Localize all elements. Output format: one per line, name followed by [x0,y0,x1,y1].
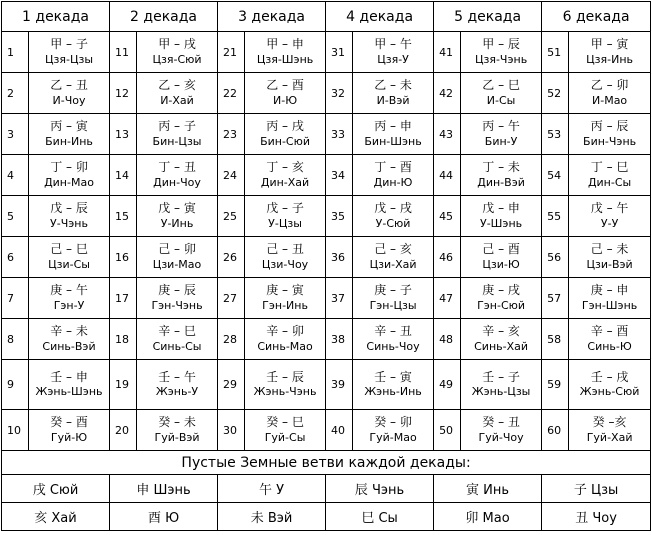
stem-branch-cell [569,73,651,114]
cycle-number: 39 [326,360,353,410]
hieroglyph-pair: 癸 – 丑 [482,415,520,430]
stem-branch-cell [569,237,651,278]
cycle-number: 60 [542,410,569,451]
cycle-number: 33 [326,114,353,155]
stem-branch-cell [353,319,434,360]
hieroglyph-pair: 壬 – 午 [158,369,196,384]
empty-branch-cell: 巳 Сы [326,503,434,531]
stem-branch-cell [461,114,542,155]
cycle-number: 29 [218,360,245,410]
pinyin-name: Дин-Хай [260,175,310,189]
hieroglyph-pair: 乙 – 亥 [158,78,196,93]
stem-branch-cell [29,360,110,410]
hieroglyph-pair: 甲 – 寅 [590,37,629,52]
empty-branches-title: Пустые Земные ветви каждой декады: [2,451,651,475]
stem-branch-cell [461,410,542,451]
hieroglyph-pair: 丙 – 午 [482,119,520,134]
cycle-number: 40 [326,410,353,451]
cycle-number: 21 [218,32,245,73]
pinyin-name: У-У [600,216,619,230]
cycle-row [2,278,651,319]
cycle-number: 37 [326,278,353,319]
pinyin-name: Бин-Чэнь [583,134,637,148]
stem-branch-cell [245,155,326,196]
decade-header: 1 декада [2,2,110,32]
cycle-number: 18 [110,319,137,360]
cycle-number: 12 [110,73,137,114]
stem-branch-cell [569,319,651,360]
pinyin-name: Гуй-Вэй [154,430,200,444]
pinyin-name: Дин-Мао [44,175,94,189]
hieroglyph-pair: 辛 – 亥 [482,324,520,339]
pinyin-name: Дин-Сы [587,175,632,189]
cycle-number: 47 [434,278,461,319]
hieroglyph-pair: 戊 – 子 [266,201,304,216]
stem-branch-cell [29,155,110,196]
empty-branch-cell: 戌 Сюй [2,475,110,503]
stem-branch-cell [353,32,434,73]
pinyin-name: Гуй-Мао [369,430,417,444]
pinyin-name: Гэн-Цзы [369,298,417,312]
stem-branch-cell [569,114,651,155]
hieroglyph-pair: 丁 – 未 [482,160,520,175]
pinyin-name: Цзи-Вэй [586,257,633,271]
hieroglyph-pair: 丙 – 寅 [50,119,88,134]
hieroglyph-pair: 辛 – 卯 [266,324,304,339]
cycle-number: 45 [434,196,461,237]
stem-branch-cell [569,32,651,73]
hieroglyph-pair: 丁 – 酉 [374,160,412,175]
pinyin-name: Жэнь-Чэнь [253,385,317,399]
stem-branch-cell [137,410,218,451]
cycle-number: 42 [434,73,461,114]
empty-branch-cell: 申 Шэнь [110,475,218,503]
pinyin-name: Жэнь-Сюй [579,385,640,399]
empty-branch-cell: 丑 Чоу [542,503,651,531]
cycle-number: 8 [2,319,29,360]
hieroglyph-pair: 乙 – 酉 [266,78,304,93]
stem-branch-cell [569,196,651,237]
decade-header: 6 декада [542,2,651,32]
pinyin-name: Цзя-Инь [586,52,634,66]
cycle-number: 30 [218,410,245,451]
empty-branch-cell: 午 У [218,475,326,503]
cycle-number: 56 [542,237,569,278]
cycle-number: 10 [2,410,29,451]
decade-header: 5 декада [434,2,542,32]
cycle-number: 34 [326,155,353,196]
pinyin-name: Цзи-Ю [482,257,520,271]
decade-header: 2 декада [110,2,218,32]
cycle-number: 17 [110,278,137,319]
hieroglyph-pair: 癸 –亥 [592,415,627,430]
cycle-row [2,196,651,237]
cycle-number: 24 [218,155,245,196]
cycle-number: 57 [542,278,569,319]
stem-branch-cell [245,278,326,319]
stem-branch-cell [461,73,542,114]
hieroglyph-pair: 丁 – 丑 [158,160,196,175]
pinyin-name: Гэн-Инь [262,298,308,312]
stem-branch-cell [461,360,542,410]
hieroglyph-pair: 庚 – 午 [50,283,88,298]
stem-branch-cell [569,278,651,319]
stem-branch-cell [353,155,434,196]
cycle-number: 55 [542,196,569,237]
stem-branch-cell [137,278,218,319]
empty-branch-cell: 未 Вэй [218,503,326,531]
hieroglyph-pair: 己 – 未 [590,242,629,257]
pinyin-name: И-Вэй [376,93,410,107]
cycle-number: 15 [110,196,137,237]
cycle-number: 28 [218,319,245,360]
pinyin-name: Цзи-Хай [369,257,417,271]
cycle-number: 46 [434,237,461,278]
cycle-number: 25 [218,196,245,237]
pinyin-name: У-Цзы [268,216,302,230]
hieroglyph-pair: 辛 – 巳 [158,324,196,339]
cycle-number: 23 [218,114,245,155]
hieroglyph-pair: 辛 – 未 [50,324,88,339]
hieroglyph-pair: 庚 – 申 [590,283,629,298]
hieroglyph-pair: 己 – 卯 [158,242,196,257]
hieroglyph-pair: 己 – 巳 [50,242,88,257]
pinyin-name: И-Сы [486,93,516,107]
cycle-number: 9 [2,360,29,410]
hieroglyph-pair: 甲 – 戌 [158,37,196,52]
hieroglyph-pair: 辛 – 酉 [590,324,629,339]
cycle-number: 49 [434,360,461,410]
pinyin-name: Синь-Хай [474,339,529,353]
cycle-number: 7 [2,278,29,319]
pinyin-name: Цзя-Чэнь [474,52,528,66]
pinyin-name: Бин-Цзы [152,134,202,148]
stem-branch-cell [29,114,110,155]
pinyin-name: Дин-Ю [373,175,413,189]
pinyin-name: Цзи-Мао [152,257,202,271]
cycle-number: 44 [434,155,461,196]
hieroglyph-pair: 甲 – 辰 [482,37,520,52]
empty-branch-cell: 亥 Хай [2,503,110,531]
hieroglyph-pair: 甲 – 申 [266,37,304,52]
pinyin-name: Бин-Шэнь [364,134,422,148]
decade-header: 4 декада [326,2,434,32]
stem-branch-cell [353,73,434,114]
cycle-row [2,114,651,155]
stem-branch-cell [137,73,218,114]
cycle-row [2,319,651,360]
stem-branch-cell [461,278,542,319]
pinyin-name: Цзя-Сюй [152,52,202,66]
hieroglyph-pair: 癸 – 巳 [266,415,304,430]
hieroglyph-pair: 戊 – 寅 [158,201,196,216]
stem-branch-cell [137,155,218,196]
sexagenary-cycle-table [1,1,651,531]
hieroglyph-pair: 乙 – 巳 [482,78,520,93]
stem-branch-cell [137,196,218,237]
stem-branch-cell [137,114,218,155]
cycle-number: 32 [326,73,353,114]
hieroglyph-pair: 癸 – 酉 [50,415,88,430]
pinyin-name: Бин-Сюй [260,134,311,148]
stem-branch-cell [245,319,326,360]
hieroglyph-pair: 丙 – 辰 [590,119,629,134]
cycle-number: 54 [542,155,569,196]
stem-branch-cell [353,196,434,237]
pinyin-name: Гэн-У [53,298,85,312]
hieroglyph-pair: 己 – 丑 [266,242,304,257]
cycle-number: 20 [110,410,137,451]
hieroglyph-pair: 壬 – 子 [482,369,520,384]
hieroglyph-pair: 癸 – 卯 [374,415,412,430]
cycle-number: 14 [110,155,137,196]
pinyin-name: У-Инь [160,216,194,230]
cycle-number: 43 [434,114,461,155]
stem-branch-cell [245,32,326,73]
cycle-number: 52 [542,73,569,114]
pinyin-name: Гуй-Сы [264,430,306,444]
cycle-number: 6 [2,237,29,278]
hieroglyph-pair: 戊 – 戌 [374,201,412,216]
cycle-row [2,32,651,73]
pinyin-name: Жэнь-Цзы [471,385,531,399]
hieroglyph-pair: 庚 – 戌 [482,283,520,298]
stem-branch-cell [461,32,542,73]
stem-branch-cell [29,319,110,360]
cycle-number: 51 [542,32,569,73]
cycle-number: 38 [326,319,353,360]
pinyin-name: Гэн-Шэнь [581,298,638,312]
hieroglyph-pair: 壬 – 申 [50,369,88,384]
stem-branch-cell [245,73,326,114]
hieroglyph-pair: 甲 – 午 [374,37,412,52]
stem-branch-cell [29,32,110,73]
cycle-number: 2 [2,73,29,114]
hieroglyph-pair: 壬 – 辰 [266,369,304,384]
cycle-number: 50 [434,410,461,451]
empty-branch-cell: 子 Цзы [542,475,651,503]
cycle-number: 31 [326,32,353,73]
stem-branch-cell [353,114,434,155]
stem-branch-cell [29,410,110,451]
cycle-number: 58 [542,319,569,360]
cycle-number: 3 [2,114,29,155]
hieroglyph-pair: 庚 – 辰 [158,283,196,298]
cycle-row [2,360,651,410]
pinyin-name: У-Сюй [375,216,411,230]
pinyin-name: Гуй-Чоу [478,430,524,444]
decade-header: 3 декада [218,2,326,32]
cycle-number: 19 [110,360,137,410]
stem-branch-cell [137,360,218,410]
stem-branch-cell [29,73,110,114]
pinyin-name: Жэнь-Инь [364,385,422,399]
pinyin-name: И-Мао [592,93,628,107]
stem-branch-cell [137,32,218,73]
stem-branch-cell [29,196,110,237]
pinyin-name: Синь-Мао [257,339,313,353]
stem-branch-cell [353,410,434,451]
hieroglyph-pair: 庚 – 寅 [266,283,304,298]
cycle-number: 59 [542,360,569,410]
cycle-row [2,410,651,451]
stem-branch-cell [353,237,434,278]
hieroglyph-pair: 己 – 亥 [374,242,412,257]
cycle-number: 22 [218,73,245,114]
pinyin-name: Дин-Чоу [153,175,201,189]
pinyin-name: Цзя-Цзы [44,52,94,66]
hieroglyph-pair: 庚 – 子 [374,283,412,298]
pinyin-name: Жэнь-У [155,385,199,399]
stem-branch-cell [245,196,326,237]
hieroglyph-pair: 丁 – 亥 [266,160,304,175]
cycle-number: 1 [2,32,29,73]
pinyin-name: Гуй-Хай [586,430,633,444]
pinyin-name: И-Ю [273,93,298,107]
pinyin-name: Синь-Вэй [42,339,96,353]
cycle-number: 41 [434,32,461,73]
pinyin-name: И-Чоу [52,93,86,107]
stem-branch-cell [569,155,651,196]
hieroglyph-pair: 癸 – 未 [158,415,196,430]
stem-branch-cell [29,237,110,278]
hieroglyph-pair: 丙 – 申 [374,119,412,134]
cycle-number: 53 [542,114,569,155]
pinyin-name: У-Чэнь [50,216,88,230]
cycle-number: 26 [218,237,245,278]
pinyin-name: Гэн-Сюй [477,298,526,312]
cycle-number: 36 [326,237,353,278]
stem-branch-cell [245,360,326,410]
pinyin-name: Цзи-Сы [48,257,90,271]
stem-branch-cell [461,319,542,360]
hieroglyph-pair: 丙 – 戌 [266,119,304,134]
hieroglyph-pair: 辛 – 丑 [374,324,412,339]
stem-branch-cell [245,410,326,451]
hieroglyph-pair: 甲 – 子 [50,37,88,52]
pinyin-name: Цзя-У [377,52,409,66]
hieroglyph-pair: 乙 – 卯 [590,78,629,93]
pinyin-name: У-Шэнь [479,216,523,230]
empty-branch-cell: 辰 Чэнь [326,475,434,503]
pinyin-name: Синь-Сы [152,339,202,353]
stem-branch-cell [569,410,651,451]
hieroglyph-pair: 乙 – 丑 [50,78,88,93]
hieroglyph-pair: 戊 – 午 [590,201,629,216]
cycle-number: 35 [326,196,353,237]
pinyin-name: Цзя-Шэнь [256,52,314,66]
stem-branch-cell [245,237,326,278]
stem-branch-cell [353,278,434,319]
cycle-row [2,73,651,114]
pinyin-name: Дин-Вэй [477,175,525,189]
cycle-number: 5 [2,196,29,237]
stem-branch-cell [137,237,218,278]
pinyin-name: Синь-Ю [587,339,632,353]
hieroglyph-pair: 丁 – 卯 [50,160,88,175]
pinyin-name: Бин-У [484,134,518,148]
stem-branch-cell [461,155,542,196]
stem-branch-cell [461,237,542,278]
pinyin-name: Жэнь-Шэнь [35,385,103,399]
hieroglyph-pair: 丙 – 子 [158,119,196,134]
pinyin-name: Синь-Чоу [366,339,420,353]
cycle-number: 48 [434,319,461,360]
pinyin-name: Бин-Инь [45,134,93,148]
cycle-row [2,237,651,278]
hieroglyph-pair: 戊 – 辰 [50,201,88,216]
stem-branch-cell [29,278,110,319]
empty-branch-cell: 酉 Ю [110,503,218,531]
cycle-number: 16 [110,237,137,278]
stem-branch-cell [461,196,542,237]
cycle-row [2,155,651,196]
pinyin-name: Гэн-Чэнь [151,298,203,312]
empty-branch-cell: 寅 Инь [434,475,542,503]
pinyin-name: И-Хай [160,93,194,107]
stem-branch-cell [353,360,434,410]
hieroglyph-pair: 戊 – 申 [482,201,520,216]
cycle-number: 4 [2,155,29,196]
hieroglyph-pair: 己 – 酉 [482,242,520,257]
cycle-number: 11 [110,32,137,73]
hieroglyph-pair: 壬 – 寅 [374,369,412,384]
pinyin-name: Цзи-Чоу [261,257,309,271]
empty-branch-cell: 卯 Мао [434,503,542,531]
stem-branch-cell [245,114,326,155]
stem-branch-cell [569,360,651,410]
hieroglyph-pair: 乙 – 未 [374,78,412,93]
stem-branch-cell [137,319,218,360]
cycle-number: 27 [218,278,245,319]
pinyin-name: Гуй-Ю [50,430,88,444]
cycle-number: 13 [110,114,137,155]
hieroglyph-pair: 丁 – 巳 [590,160,629,175]
hieroglyph-pair: 壬 – 戌 [590,369,629,384]
